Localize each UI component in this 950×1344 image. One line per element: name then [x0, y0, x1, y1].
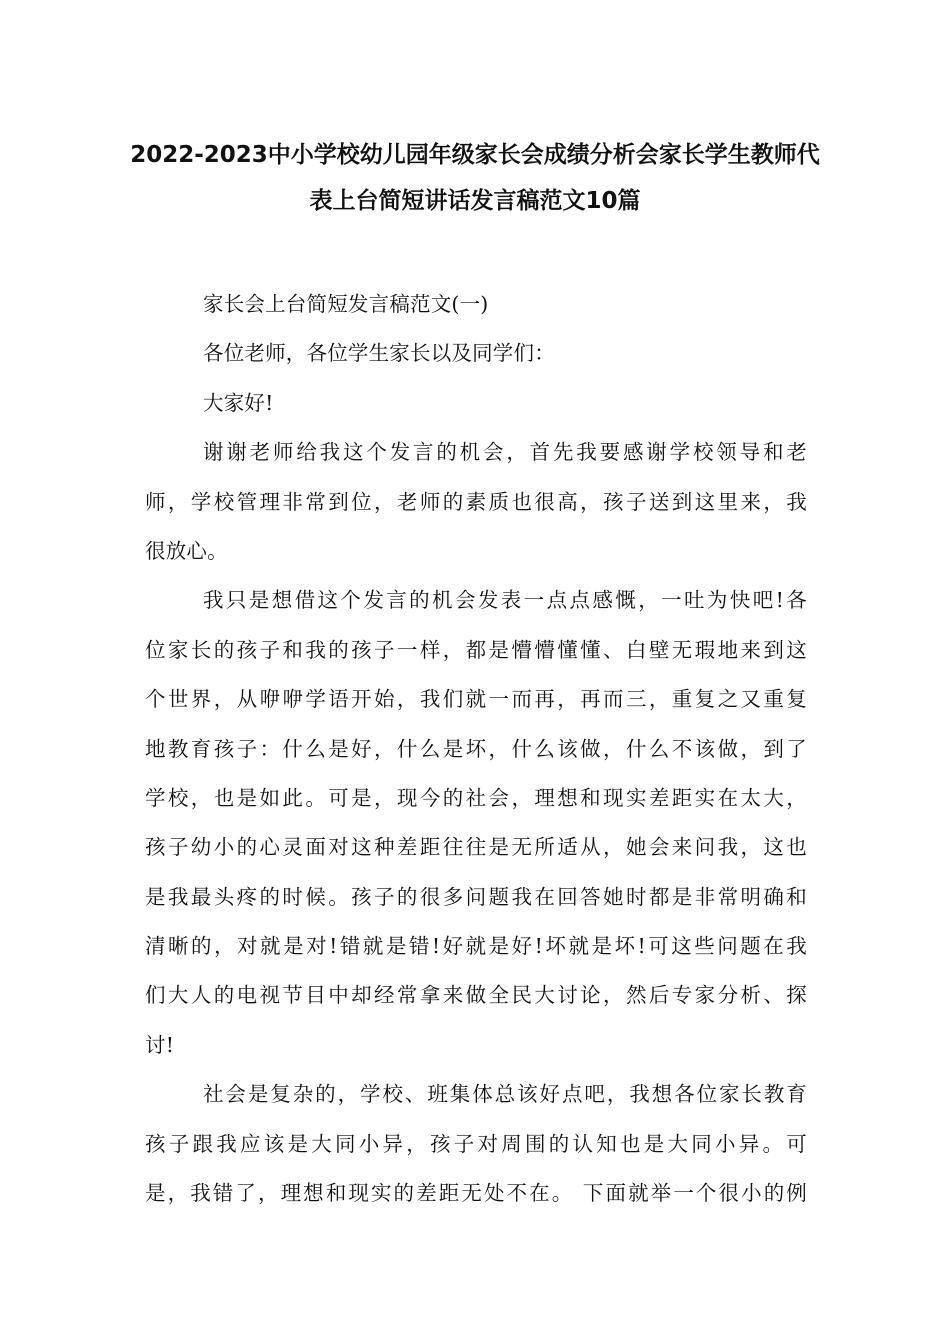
section-heading: 家长会上台简短发言稿范文(一)	[203, 292, 489, 316]
title-line-1: 2022-2023中小学校幼儿园年级家长会成绩分析会家长学生教师代	[130, 142, 820, 168]
paragraph-line: 师，学校管理非常到位，老师的素质也很高，孩子送到这里来，我	[145, 489, 807, 514]
paragraph-line: 孩子幼小的心灵面对这种差距往往是无所适从，她会来问我，这也	[145, 835, 807, 860]
document-title	[120, 132, 830, 224]
paragraph-line: 孩子跟我应该是大同小异，孩子对周围的认知也是大同小异。可	[145, 1131, 807, 1156]
paragraph-line: 是，我错了，理想和现实的差距无处不在。 下面就举一个很小的例	[145, 1181, 807, 1206]
paragraph-line: 地教育孩子：什么是好，什么是坏，什么该做，什么不该做，到了	[145, 736, 807, 761]
paragraph-line: 是我最头疼的时候。孩子的很多问题我在回答她时都是非常明确和	[145, 884, 807, 909]
document-body	[145, 280, 807, 1218]
paragraph-line: 学校，也是如此。可是，现今的社会，理想和现实差距实在太大，	[145, 785, 807, 810]
paragraph-line: 清晰的，对就是对!错就是错!好就是好!坏就是坏!可这些问题在我	[145, 934, 807, 959]
paragraph-line: 谢谢老师给我这个发言的机会，首先我要感谢学校领导和老	[203, 440, 807, 465]
title-line-2: 表上台简短讲话发言稿范文10篇	[309, 188, 641, 214]
paragraph-line: 们大人的电视节目中却经常拿来做全民大讨论，然后专家分析、探	[145, 983, 807, 1008]
paragraph-line: 个世界，从咿咿学语开始，我们就一而再，再而三，重复之又重复	[145, 687, 807, 712]
paragraph-line: 很放心。	[145, 538, 228, 563]
paragraph-line: 我只是想借这个发言的机会发表一点点感慨，一吐为快吧!各	[203, 588, 807, 613]
paragraph-line: 讨!	[145, 1032, 175, 1057]
greeting: 大家好!	[203, 390, 274, 415]
paragraph-line: 社会是复杂的，学校、班集体总该好点吧，我想各位家长教育	[203, 1082, 807, 1107]
salutation: 各位老师，各位学生家长以及同学们：	[203, 341, 555, 366]
paragraph-line: 位家长的孩子和我的孩子一样，都是懵懵懂懂、白壁无瑕地来到这	[145, 637, 807, 662]
